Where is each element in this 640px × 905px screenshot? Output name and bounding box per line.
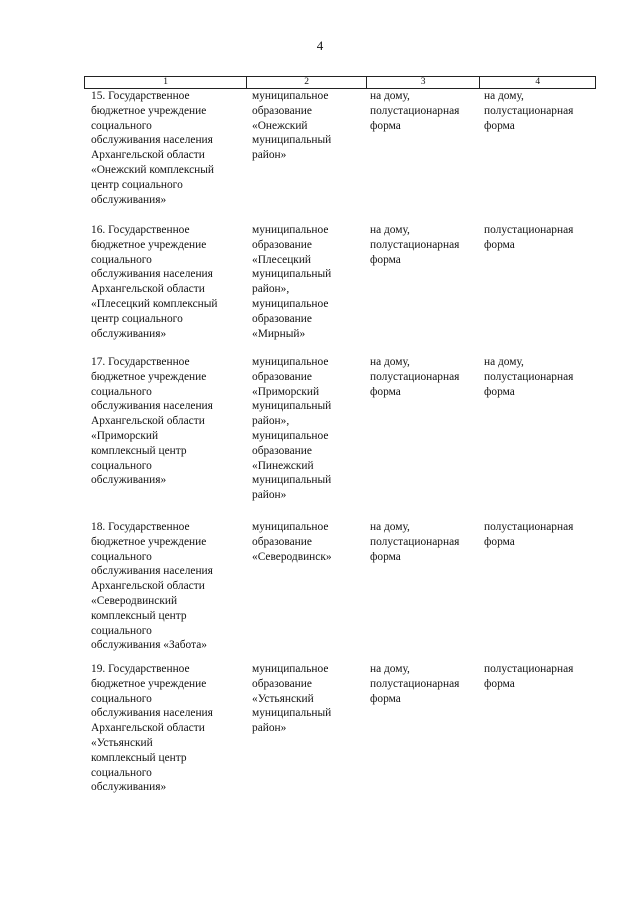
service-form: на дому, полустационарная форма xyxy=(370,663,460,705)
table-row xyxy=(84,223,596,341)
service-form: на дому, полустационарная форма xyxy=(370,356,460,398)
institution-name: 15. Государственное бюджетное учреждение социального обслуживания населения Архангельской области «Онежский комплексный центр социального обслуживания» xyxy=(91,90,214,206)
municipality: муниципальное образование «Плесецкий муниципальный район», муниципальное образование «Мирный» xyxy=(252,224,332,340)
institution-name: 18. Государственное бюджетное учреждение социального обслуживания населения Архангельской области «Северодвинский комплексный центр социального обслуживания «Забота» xyxy=(91,521,213,652)
column-number-2: 2 xyxy=(247,77,367,88)
table-row xyxy=(84,520,596,653)
column-number-1: 1 xyxy=(85,77,247,88)
municipality: муниципальное образование «Приморский муниципальный район», муниципальное образование «Пинежский муниципальный район» xyxy=(252,356,332,502)
service-form-alt: полустационарная форма xyxy=(484,663,574,690)
service-form: на дому, полустационарная форма xyxy=(370,224,460,266)
service-form-alt: на дому, полустационарная форма xyxy=(484,90,574,132)
municipality: муниципальное образование «Северодвинск» xyxy=(252,521,332,563)
institution-name: 17. Государственное бюджетное учреждение социального обслуживания населения Архангельской области «Приморский комплексный центр социального обслуживания» xyxy=(91,356,213,487)
service-form-alt: на дому, полустационарная форма xyxy=(484,356,574,398)
table-row xyxy=(84,89,596,207)
service-form: на дому, полустационарная форма xyxy=(370,90,460,132)
institution-name: 19. Государственное бюджетное учреждение социального обслуживания населения Архангельской области «Устьянский комплексный центр социального обслуживания» xyxy=(91,663,213,794)
table-row xyxy=(84,662,596,795)
service-form-alt: полустационарная форма xyxy=(484,224,574,251)
services-table xyxy=(84,76,596,794)
municipality: муниципальное образование «Устьянский муниципальный район» xyxy=(252,663,332,735)
municipality: муниципальное образование «Онежский муниципальный район» xyxy=(252,90,332,162)
service-form: на дому, полустационарная форма xyxy=(370,521,460,563)
table-header-row xyxy=(84,76,596,89)
column-number-3: 3 xyxy=(367,77,481,88)
table-row xyxy=(84,355,596,503)
column-number-4: 4 xyxy=(535,77,541,87)
page-number: 4 xyxy=(316,38,324,53)
service-form-alt: полустационарная форма xyxy=(484,521,574,548)
institution-name: 16. Государственное бюджетное учреждение социального обслуживания населения Архангельской области «Плесецкий комплексный центр социального обслуживания» xyxy=(91,224,218,340)
